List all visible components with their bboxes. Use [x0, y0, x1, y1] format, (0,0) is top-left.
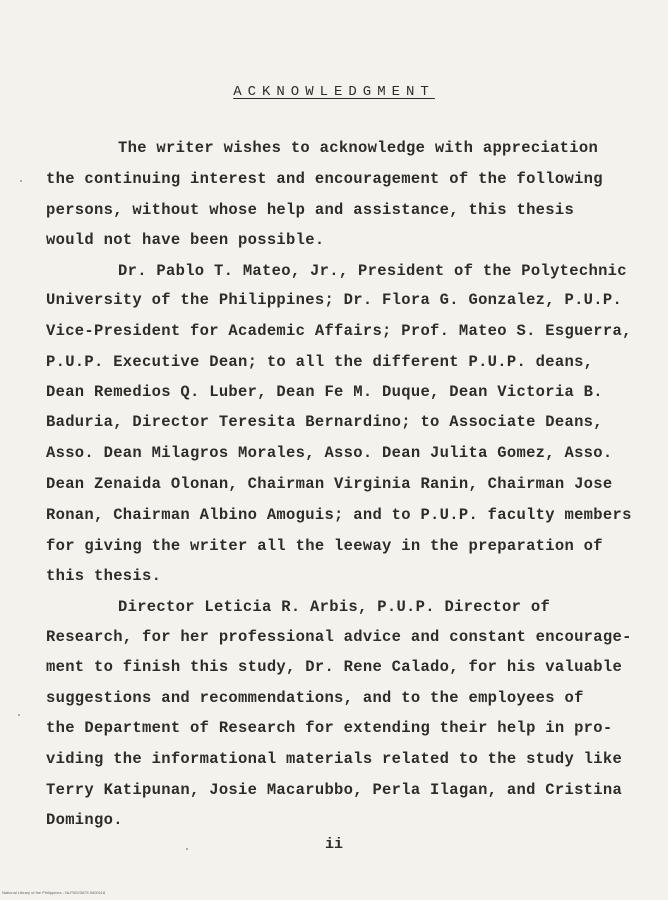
page-number: ii: [324, 836, 343, 853]
archive-footer-stamp: National Library of the Philippines - NLP0023679-9400118: [2, 890, 106, 895]
paragraph-2-line: Baduria, Director Teresita Bernardino; to Associate Deans,: [46, 413, 603, 431]
paragraph-1-line: persons, without whose help and assistance, this thesis: [46, 201, 575, 219]
paragraph-3-line: ment to finish this study, Dr. Rene Calado, for his valuable: [46, 658, 623, 676]
paragraph-3-line: Domingo.: [46, 811, 123, 829]
paragraph-1-line: the continuing interest and encouragement of the following: [46, 170, 603, 188]
paragraph-3-line: Research, for her professional advice and constant encourage-: [46, 628, 632, 646]
paragraph-3-line: Terry Katipunan, Josie Macarubbo, Perla Ilagan, and Cristina: [46, 781, 623, 799]
paragraph-3-line: the Department of Research for extending their help in pro-: [46, 719, 613, 737]
paragraph-2-line: Ronan, Chairman Albino Amoguis; and to P.U.P. faculty members: [46, 506, 632, 524]
paragraph-2-line: Asso. Dean Milagros Morales, Asso. Dean Julita Gomez, Asso.: [46, 444, 613, 462]
paragraph-1-line: would not have been possible.: [46, 231, 325, 249]
paragraph-2-line: Dr. Pablo T. Mateo, Jr., President of the Polytechnic: [118, 262, 627, 280]
paragraph-2-line: Dean Zenaida Olonan, Chairman Virginia Ranin, Chairman Jose: [46, 475, 613, 493]
paragraph-1-line: The writer wishes to acknowledge with appreciation: [118, 139, 599, 157]
paragraph-2-line: Vice-President for Academic Affairs; Prof. Mateo S. Esguerra,: [46, 322, 632, 340]
paragraph-3-line: viding the informational materials related to the study like: [46, 750, 623, 768]
paragraph-2-line: P.U.P. Executive Dean; to all the different P.U.P. deans,: [46, 353, 594, 371]
paragraph-2-line: for giving the writer all the leeway in the preparation of: [46, 537, 603, 555]
paragraph-2-line: University of the Philippines; Dr. Flora G. Gonzalez, P.U.P.: [46, 291, 623, 309]
paper-speck: [186, 848, 188, 850]
paragraph-3-line: suggestions and recommendations, and to the employees of: [46, 689, 584, 707]
paragraph-3-line: Director Leticia R. Arbis, P.U.P. Director of: [118, 598, 551, 616]
page-title: ACKNOWLEDGMENT: [233, 84, 435, 100]
paragraph-2-line: this thesis.: [46, 567, 162, 585]
paper-speck: [20, 180, 22, 182]
paper-speck: [18, 714, 20, 716]
paragraph-2-line: Dean Remedios Q. Luber, Dean Fe M. Duque, Dean Victoria B.: [46, 383, 603, 401]
